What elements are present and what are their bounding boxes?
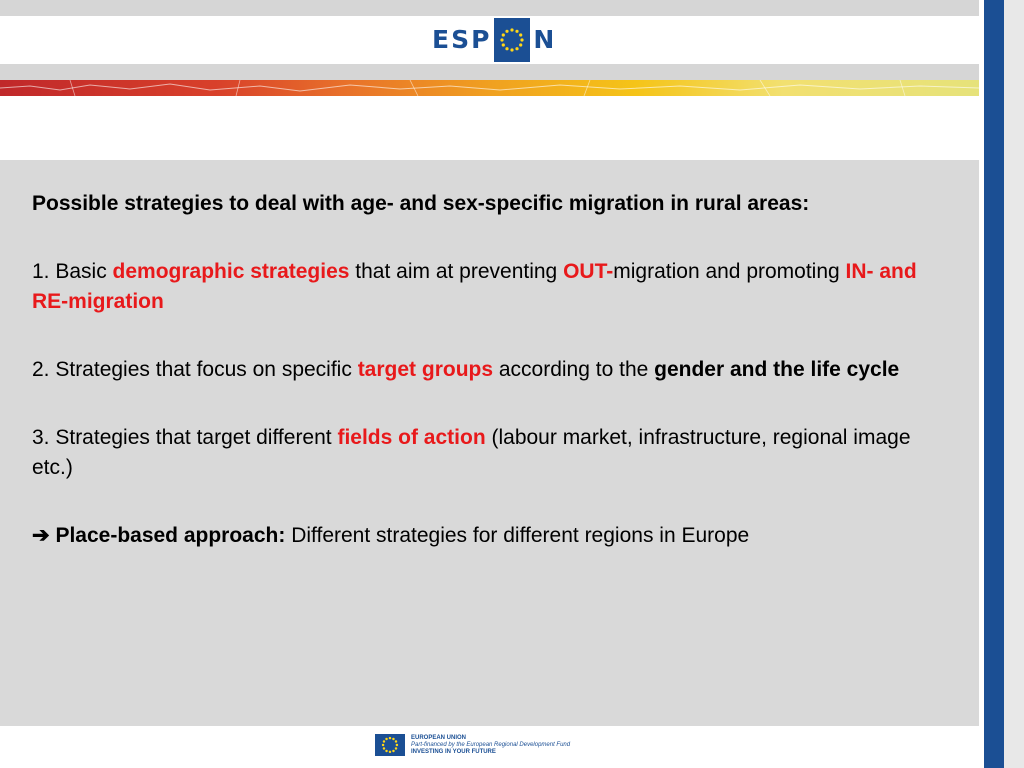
point1-middle: that aim at preventing — [349, 260, 564, 283]
point2-bold: gender and the life cycle — [654, 358, 900, 381]
eu-stars-icon — [494, 18, 530, 62]
point1-middle-2: migration and promoting — [613, 260, 846, 283]
eu-text — [411, 735, 570, 756]
point1-prefix: 1. Basic — [32, 260, 113, 283]
espon-logo — [432, 18, 556, 62]
point2-prefix: 2. Strategies that focus on specific — [32, 358, 358, 381]
eu-flag-icon — [375, 734, 405, 756]
point2-middle: according to the — [493, 358, 655, 381]
top-grey-band — [0, 0, 979, 16]
map-strip-decoration — [0, 80, 979, 96]
point1-highlight-1: demographic strategies — [112, 260, 350, 283]
conclusion — [32, 521, 932, 551]
right-edge — [1004, 0, 1024, 768]
title-band — [0, 96, 979, 160]
logo-text-right: N — [533, 25, 557, 54]
point3-prefix: 3. Strategies that target different — [32, 426, 338, 449]
header-bottom-grey-band — [0, 64, 979, 80]
conclusion-bold: Place-based approach: — [49, 524, 286, 547]
strategy-point-2 — [32, 355, 932, 385]
point2-highlight-1: target groups — [357, 358, 494, 381]
logo-text-left: ESP — [432, 25, 492, 54]
eu-line-2: Part-financed by the European Regional Development Fund — [411, 741, 571, 748]
arrow-right-icon: ➔ — [32, 524, 50, 547]
eu-funding-notice — [375, 734, 570, 756]
slide-content — [32, 189, 932, 589]
strategy-point-1 — [32, 257, 932, 317]
point1-highlight-3: IN- and RE-migration — [32, 260, 917, 313]
point3-highlight-1: fields of action — [337, 426, 486, 449]
slide-heading: Possible strategies to deal with age- and sex-specific migration in rural areas: — [32, 192, 810, 215]
right-blue-bar — [984, 0, 1004, 768]
strategy-point-3 — [32, 423, 932, 483]
eu-line-1: EUROPEAN UNION — [411, 734, 467, 741]
conclusion-text: Different strategies for different regions in Europe — [285, 524, 750, 547]
point1-highlight-2: OUT- — [563, 260, 614, 283]
point3-suffix: (labour market, infrastructure, regional image etc.) — [32, 426, 911, 479]
eu-line-3: INVESTING IN YOUR FUTURE — [411, 748, 496, 755]
